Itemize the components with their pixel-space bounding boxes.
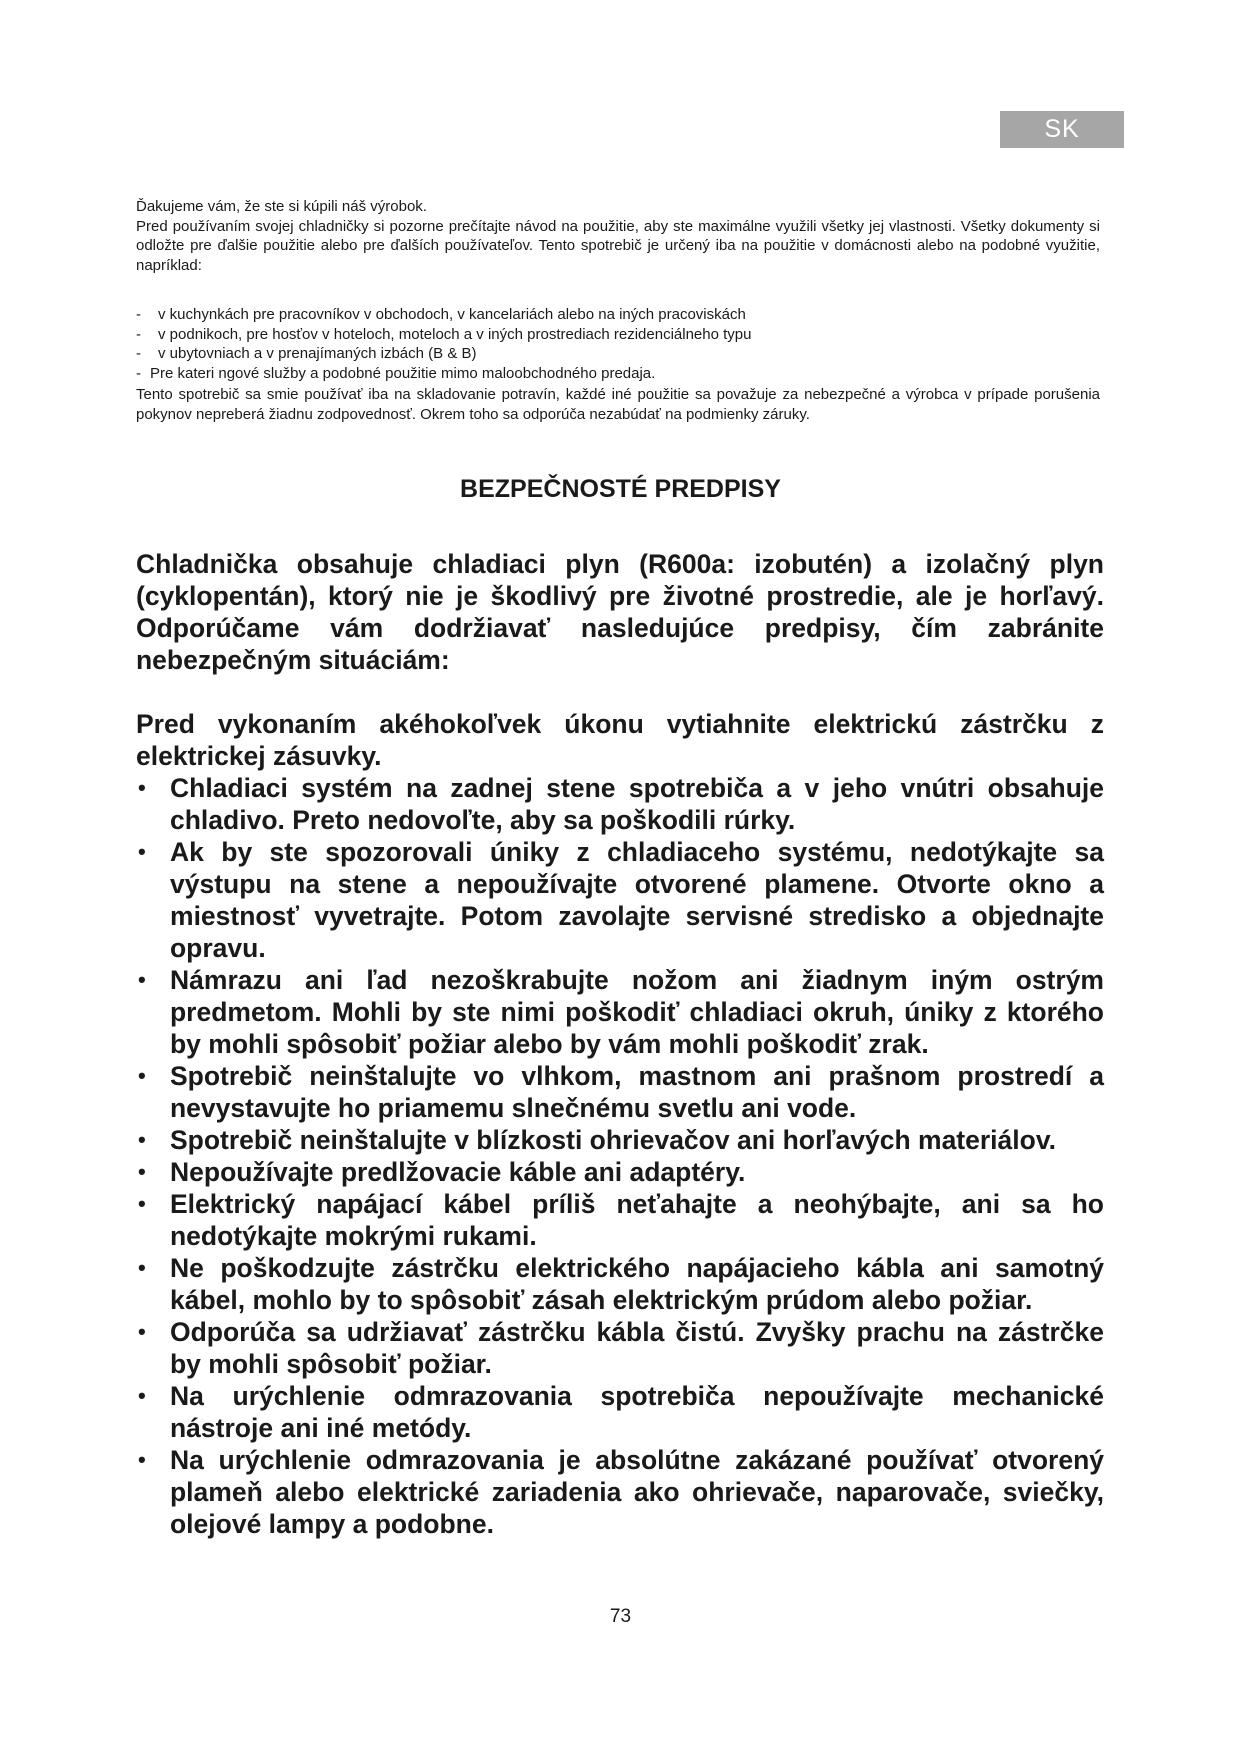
safety-rule-text: Elektrický napájací kábel príliš neťahajte a neohýbajte, ani sa ho nedotýkajte mokrými rukami. [170,1189,1104,1251]
bullet-icon: • [138,1319,146,1344]
safety-rule-text: Námrazu ani ľad nezoškrabujte nožom ani žiadnym iným ostrým predmetom. Mohli by ste nimi poškodiť chladiaci okruh, úniky z ktorého by mohli spôsobiť požiar alebo by vám mohli poškodiť zrak. [170,965,1104,1059]
safety-rule-text: Ak by ste spozorovali úniky z chladiaceho systému, nedotýkajte sa výstupu na stene a nepoužívajte otvorené plamene. Otvorte okno a miestnosť vyvetrajte. Potom zavolajte servisné stredisko a objednajte opravu. [170,837,1104,963]
safety-rule-text: Chladiaci systém na zadnej stene spotrebiča a v jeho vnútri obsahuje chladivo. Preto nedovoľte, aby sa poškodili rúrky. [170,773,1104,835]
safety-rule [136,1188,1104,1252]
language-badge: SK [1000,111,1124,148]
thank-you-line: Ďakujeme vám, že ste si kúpili náš výrobok. [136,198,427,215]
safety-rule-text: Spotrebič neinštalujte v blízkosti ohrievačov ani horľavých materiálov. [170,1125,1056,1155]
safety-rule [136,1252,1104,1316]
list-item: - Pre kateri ngové služby a podobné použitie mimo maloobchodného predaja. [136,364,1100,384]
safety-rule-text: Nepoužívajte predlžovacie káble ani adaptéry. [170,1157,746,1187]
bullet-icon: • [138,1255,146,1280]
list-item: - v ubytovniach a v prenajímaných izbách (B & B) [136,344,1100,364]
bullet-icon: • [138,1191,146,1216]
bullet-icon: • [138,1063,146,1088]
list-item: - v kuchynkách pre pracovníkov v obchodoch, v kancelariách alebo na iných pracoviskách [136,305,1100,325]
bullet-icon: • [138,1447,146,1472]
intro-text [136,197,1100,275]
safety-rule [136,1444,1104,1540]
safety-rule [136,1124,1104,1156]
bullet-icon: • [138,839,146,864]
safety-rule [136,772,1104,836]
refrigerant-warning: Chladnička obsahuje chladiaci plyn (R600a: izobutén) a izolačný plyn (cyklopentán), ktorý nie je škodlivý pre životné prostredie, ale je horľavý. Odporúčame vám dodržiavať nasledujúce predpisy, čím zabránite nebezpečným situáciám: [136,549,1104,675]
safety-rule [136,1380,1104,1444]
safety-rule [136,1316,1104,1380]
unplug-warning: Pred vykonaním akéhokoľvek úkonu vytiahnite elektrickú zástrčku z elektrickej zásuvky. [136,709,1104,771]
safety-rule [136,1156,1104,1188]
page-number: 73 [609,1606,632,1627]
safety-rule-text: Na urýchlenie odmrazovania spotrebiča nepoužívajte mechanické nástroje ani iné metódy. [170,1381,1104,1443]
bullet-icon: • [138,1127,146,1152]
intro-paragraph: Pred používaním svojej chladničky si pozorne prečítajte návod na použitie, aby ste maximálne využili všetky jej vlastnosti. Všetky dokumenty si odložte pre ďalšie použitie alebo pre ďalších používateľov. Tento spotrebič je určený iba na použitie v domácnosti alebo na podobné využitie, napríklad: [136,217,1100,274]
safety-rule-text: Na urýchlenie odmrazovania je absolútne zakázané používať otvorený plameň alebo elektrické zariadenia ako ohrievače, naparovače, sviečky, olejové lampy a podobne. [170,1445,1104,1539]
section-title: BEZPEČNOSTÉ PREDPISY [460,475,781,503]
intended-use-list [136,305,1100,383]
usage-disclaimer: Tento spotrebič sa smie používať iba na skladovanie potravín, každé iné použitie sa považuje za nebezpečné a výrobca v prípade porušenia pokynov nepreberá žiadnu zodpovednosť. Okrem toho sa odporúča nezabúdať na podmienky záruky. [136,386,1100,423]
safety-rule-text: Ne poškodzujte zástrčku elektrického napájacieho kábla ani samotný kábel, mohlo by to spôsobiť zásah elektrickým prúdom alebo požiar. [170,1253,1104,1315]
safety-rule [136,836,1104,964]
safety-rules-list [136,772,1104,1540]
bullet-icon: • [138,1159,146,1184]
bullet-icon: • [138,1383,146,1408]
bullet-icon: • [138,967,146,992]
safety-rule [136,964,1104,1060]
safety-rule-text: Odporúča sa udržiavať zástrčku kábla čistú. Zvyšky prachu na zástrčke by mohli spôsobiť požiar. [170,1317,1104,1379]
safety-rule-text: Spotrebič neinštalujte vo vlhkom, mastnom ani prašnom prostredí a nevystavujte ho priamemu slnečnému svetlu ani vode. [170,1061,1104,1123]
safety-rule [136,1060,1104,1124]
bullet-icon: • [138,775,146,800]
list-item: - v podnikoch, pre hosťov v hoteloch, moteloch a v iných prostrediach rezidenciálneho typu [136,325,1100,345]
